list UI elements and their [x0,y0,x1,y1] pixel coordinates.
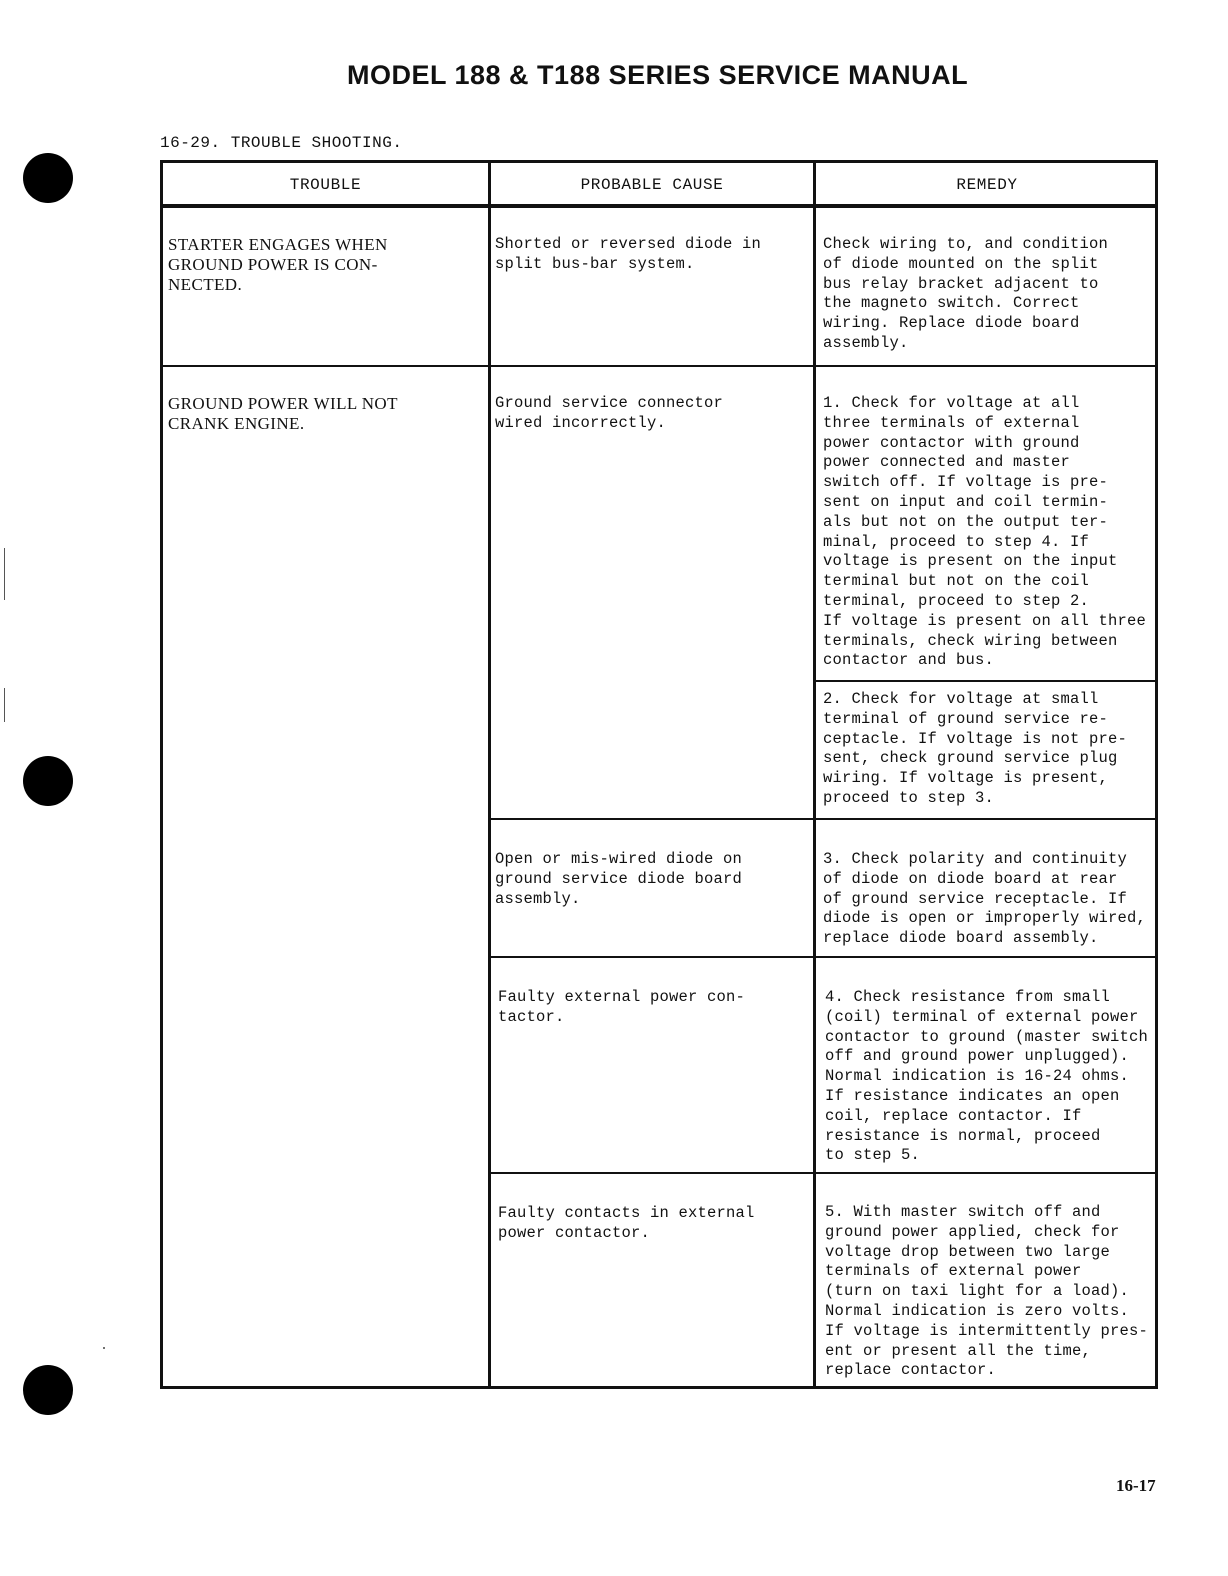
column-header-trouble: TROUBLE [289,176,362,194]
table-cell-trouble: STARTER ENGAGES WHEN GROUND POWER IS CON- NECTED. [168,235,388,294]
scan-mark [4,688,5,722]
table-cell-cause: Ground service connector wired incorrectly. [495,394,724,432]
table-cell-cause: Faulty contacts in external power contactor. [498,1204,755,1242]
table-cell-remedy: Check wiring to, and condition of diode mounted on the split bus relay bracket adjacent to the magneto switch. Correct wiring. Replace diode board assembly. [823,235,1109,352]
table-cell-trouble: GROUND POWER WILL NOT CRANK ENGINE. [168,394,398,433]
row-divider [814,680,1155,682]
table-cell-remedy: 2. Check for voltage at small terminal of ground service re- ceptacle. If voltage is not pre- sent, check ground service plug wiring. If voltage is present, proceed to step 3. [823,690,1128,807]
section-heading: 16-29. TROUBLE SHOOTING. [160,134,403,152]
table-cell-remedy: 3. Check polarity and continuity of diode on diode board at rear of ground service receptacle. If diode is open or improperly wired, replace diode board assembly. [823,850,1147,948]
row-divider [488,1172,1155,1174]
punch-hole-top [23,153,73,203]
row-divider [488,956,1155,958]
table-cell-cause: Open or mis-wired diode on ground service diode board assembly. [495,850,743,908]
scan-speck [103,1347,105,1349]
row-divider [488,818,1155,820]
header-rule [163,204,1155,208]
table-cell-cause: Faulty external power con- tactor. [498,988,746,1026]
table-cell-remedy: 1. Check for voltage at all three terminals of external power contactor with ground power connected and master switch off. If voltage is pre- sent on input and coil termin- als but not on the output ter- minal, proceed to step 4. If voltage is present on the input terminal but not on the coil terminal, proceed to step 2. If voltage is present on all three terminals, check wiring between contactor and bus. [823,394,1147,670]
page-title: MODEL 188 & T188 SERIES SERVICE MANUAL [347,60,969,90]
scan-mark [4,548,5,600]
row-divider [163,365,1155,367]
punch-hole-middle [23,756,73,806]
table-cell-remedy: 4. Check resistance from small (coil) terminal of external power contactor to ground (master switch off and ground power unplugged). Normal indication is 16-24 ohms. If resistance indicates an open coil, replace contactor. If resistance is normal, proceed to step 5. [825,988,1149,1165]
column-header-probable-cause: PROBABLE CAUSE [580,176,724,194]
column-divider [813,163,816,1386]
column-header-remedy: REMEDY [956,176,1018,194]
punch-hole-bottom [23,1365,73,1415]
table-cell-cause: Shorted or reversed diode in split bus-bar system. [495,235,762,273]
page-number: 16-17 [1116,1476,1156,1495]
column-divider [488,163,491,1386]
table-cell-remedy: 5. With master switch off and ground power applied, check for voltage drop between two large terminals of external power (turn on taxi light for a load). Normal indication is zero volts. If voltage is intermittently pres- ent or present all the time, replace contactor. [825,1203,1149,1380]
troubleshooting-table [160,160,1158,1389]
